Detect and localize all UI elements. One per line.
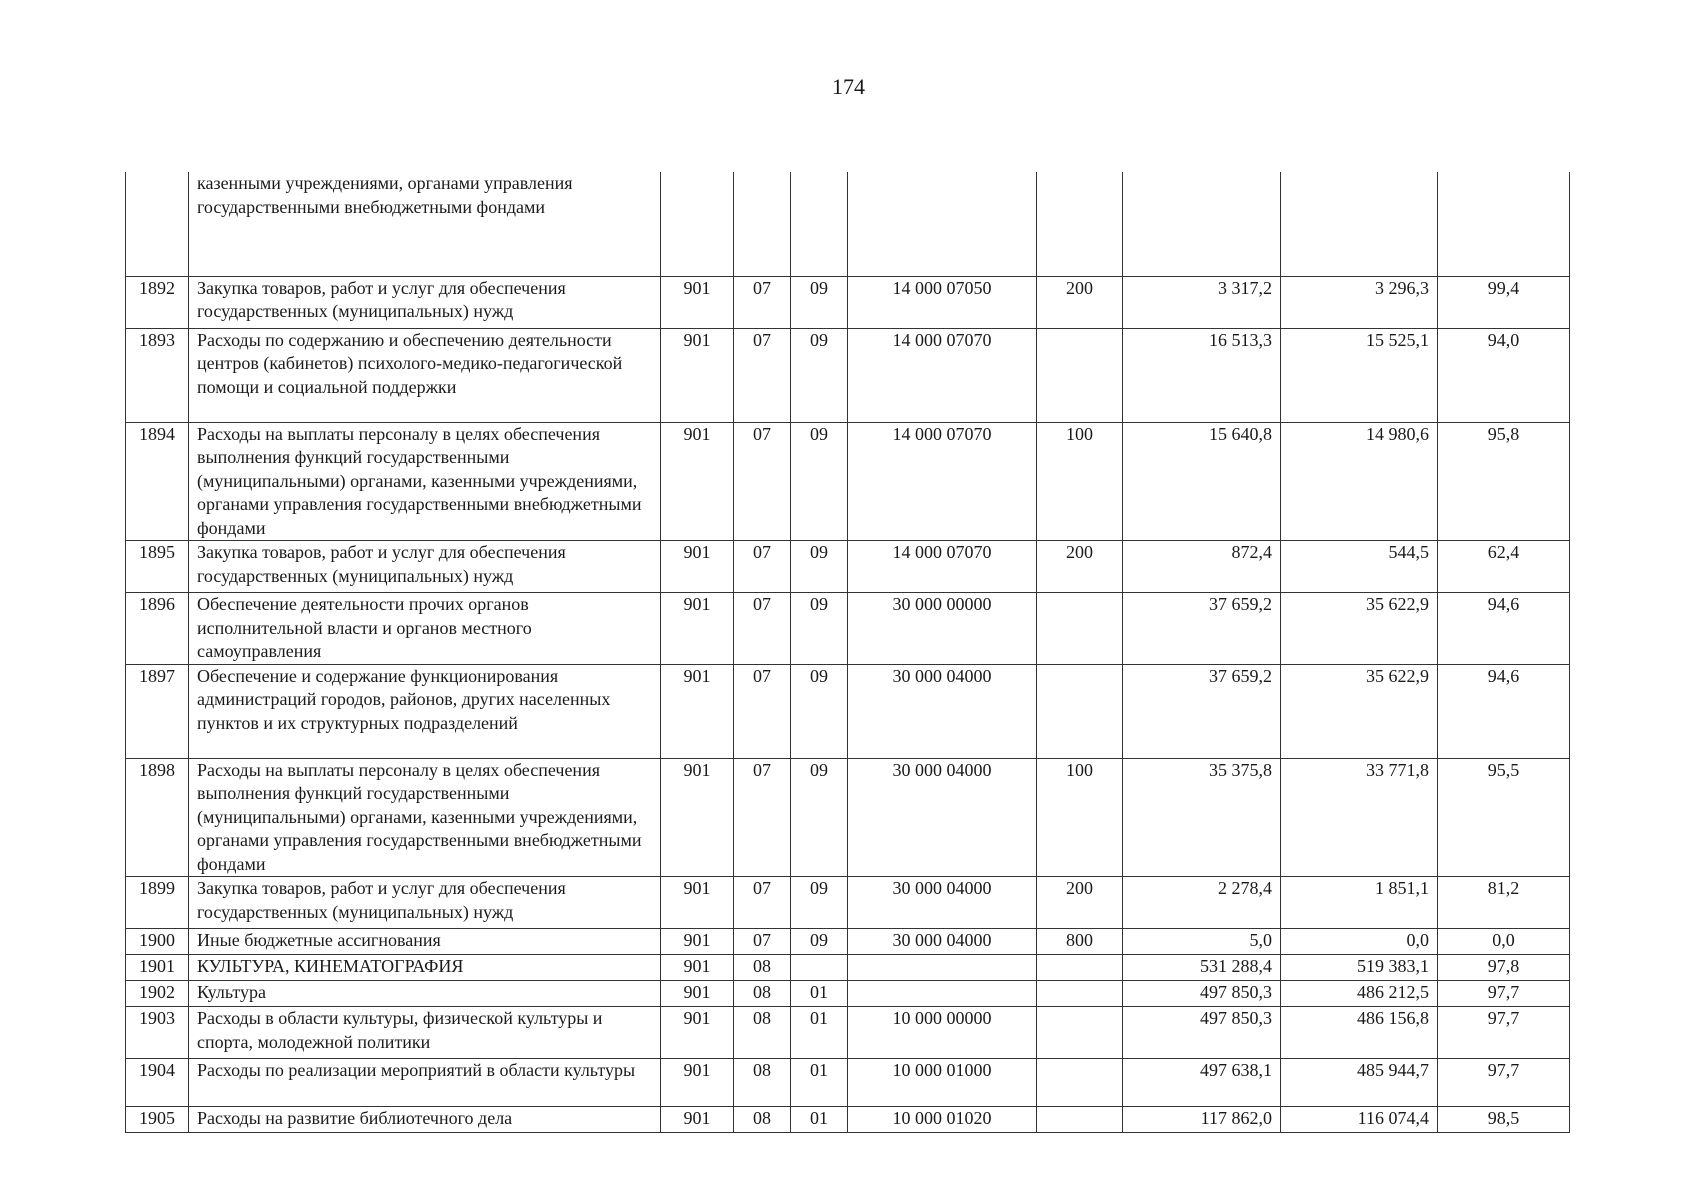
table-row: [126, 664, 1570, 758]
row-number-cell: 1899: [126, 877, 189, 929]
description-cell: Обеспечение и содержание функционирования администраций городов, районов, других населенных пунктов и их структурных подразделений: [189, 664, 661, 758]
section-code-cell: 08: [734, 1107, 791, 1133]
page-number: 174: [832, 74, 865, 99]
description-cell: Расходы по реализации мероприятий в области культуры: [189, 1059, 661, 1107]
execution-percent-cell: 97,8: [1438, 955, 1570, 981]
description-cell: Расходы в области культуры, физической культуры и спорта, молодежной политики: [189, 1007, 661, 1059]
target-article-cell: [848, 955, 1037, 981]
target-article-cell: 14 000 07070: [848, 422, 1037, 541]
expense-type-cell: 100: [1037, 422, 1123, 541]
row-number-cell: 1892: [126, 276, 189, 328]
executed-amount-cell: 3 296,3: [1281, 276, 1438, 328]
executed-amount-cell: 14 980,6: [1281, 422, 1438, 541]
execution-percent-cell: 81,2: [1438, 877, 1570, 929]
grbs-code-cell: 901: [661, 981, 734, 1007]
row-number-cell: 1894: [126, 422, 189, 541]
row-number-cell: 1903: [126, 1007, 189, 1059]
executed-amount-cell: 519 383,1: [1281, 955, 1438, 981]
expense-type-cell: [1037, 328, 1123, 422]
section-code-cell: 07: [734, 276, 791, 328]
execution-percent-cell: 95,5: [1438, 758, 1570, 877]
planned-amount-cell: 16 513,3: [1123, 328, 1281, 422]
executed-amount-cell: 485 944,7: [1281, 1059, 1438, 1107]
section-code-cell: 07: [734, 422, 791, 541]
target-article-cell: [848, 172, 1037, 276]
subsection-code-cell: 09: [791, 929, 848, 955]
section-code-cell: [734, 172, 791, 276]
grbs-code-cell: 901: [661, 1059, 734, 1107]
grbs-code-cell: 901: [661, 1007, 734, 1059]
description-cell: Обеспечение деятельности прочих органов исполнительной власти и органов местного самоуправления: [189, 593, 661, 665]
description-cell: Иные бюджетные ассигнования: [189, 929, 661, 955]
expense-type-cell: [1037, 593, 1123, 665]
subsection-code-cell: [791, 955, 848, 981]
grbs-code-cell: 901: [661, 1107, 734, 1133]
expense-type-cell: [1037, 664, 1123, 758]
executed-amount-cell: 0,0: [1281, 929, 1438, 955]
subsection-code-cell: 09: [791, 664, 848, 758]
executed-amount-cell: 33 771,8: [1281, 758, 1438, 877]
row-number-cell: 1901: [126, 955, 189, 981]
subsection-code-cell: 01: [791, 1059, 848, 1107]
section-code-cell: 07: [734, 758, 791, 877]
table-row: [126, 955, 1570, 981]
expense-type-cell: [1037, 1059, 1123, 1107]
budget-table: [125, 172, 1570, 1133]
description-cell: Расходы на развитие библиотечного дела: [189, 1107, 661, 1133]
row-number-cell: 1893: [126, 328, 189, 422]
planned-amount-cell: [1123, 172, 1281, 276]
executed-amount-cell: 1 851,1: [1281, 877, 1438, 929]
grbs-code-cell: 901: [661, 877, 734, 929]
section-code-cell: 07: [734, 877, 791, 929]
planned-amount-cell: 5,0: [1123, 929, 1281, 955]
section-code-cell: 07: [734, 328, 791, 422]
table-row: [126, 541, 1570, 593]
target-article-cell: 30 000 04000: [848, 929, 1037, 955]
planned-amount-cell: 117 862,0: [1123, 1107, 1281, 1133]
subsection-code-cell: 09: [791, 877, 848, 929]
expense-type-cell: [1037, 172, 1123, 276]
executed-amount-cell: 35 622,9: [1281, 664, 1438, 758]
description-cell: казенными учреждениями, органами управления государственными внебюджетными фондами: [189, 172, 661, 276]
description-cell: Расходы на выплаты персоналу в целях обеспечения выполнения функций государственными (муниципальными) органами, казенными учреждениями, органами управления государственными внебюджетными фондами: [189, 422, 661, 541]
section-code-cell: 07: [734, 664, 791, 758]
execution-percent-cell: 95,8: [1438, 422, 1570, 541]
section-code-cell: 07: [734, 929, 791, 955]
execution-percent-cell: 62,4: [1438, 541, 1570, 593]
description-cell: Закупка товаров, работ и услуг для обеспечения государственных (муниципальных) нужд: [189, 541, 661, 593]
grbs-code-cell: 901: [661, 955, 734, 981]
executed-amount-cell: 486 212,5: [1281, 981, 1438, 1007]
subsection-code-cell: 09: [791, 276, 848, 328]
target-article-cell: 30 000 04000: [848, 758, 1037, 877]
expense-type-cell: 100: [1037, 758, 1123, 877]
execution-percent-cell: [1438, 172, 1570, 276]
planned-amount-cell: 3 317,2: [1123, 276, 1281, 328]
row-number-cell: 1900: [126, 929, 189, 955]
executed-amount-cell: 35 622,9: [1281, 593, 1438, 665]
execution-percent-cell: 97,7: [1438, 1007, 1570, 1059]
row-number-cell: 1897: [126, 664, 189, 758]
planned-amount-cell: 37 659,2: [1123, 593, 1281, 665]
executed-amount-cell: [1281, 172, 1438, 276]
executed-amount-cell: 15 525,1: [1281, 328, 1438, 422]
target-article-cell: 30 000 04000: [848, 877, 1037, 929]
table-row: [126, 172, 1570, 276]
description-cell: КУЛЬТУРА, КИНЕМАТОГРАФИЯ: [189, 955, 661, 981]
table-row: [126, 422, 1570, 541]
planned-amount-cell: 497 850,3: [1123, 1007, 1281, 1059]
planned-amount-cell: 497 638,1: [1123, 1059, 1281, 1107]
subsection-code-cell: 01: [791, 1107, 848, 1133]
row-number-cell: 1902: [126, 981, 189, 1007]
grbs-code-cell: 901: [661, 276, 734, 328]
table-row: [126, 593, 1570, 665]
section-code-cell: 07: [734, 541, 791, 593]
executed-amount-cell: 486 156,8: [1281, 1007, 1438, 1059]
target-article-cell: 30 000 00000: [848, 593, 1037, 665]
grbs-code-cell: 901: [661, 422, 734, 541]
grbs-code-cell: 901: [661, 593, 734, 665]
section-code-cell: 07: [734, 593, 791, 665]
description-cell: Закупка товаров, работ и услуг для обеспечения государственных (муниципальных) нужд: [189, 276, 661, 328]
target-article-cell: 14 000 07050: [848, 276, 1037, 328]
planned-amount-cell: 2 278,4: [1123, 877, 1281, 929]
planned-amount-cell: 497 850,3: [1123, 981, 1281, 1007]
executed-amount-cell: 116 074,4: [1281, 1107, 1438, 1133]
subsection-code-cell: [791, 172, 848, 276]
subsection-code-cell: 09: [791, 328, 848, 422]
subsection-code-cell: 09: [791, 422, 848, 541]
row-number-cell: 1905: [126, 1107, 189, 1133]
table-row: [126, 276, 1570, 328]
description-cell: Расходы на выплаты персоналу в целях обеспечения выполнения функций государственными (муниципальными) органами, казенными учреждениями, органами управления государственными внебюджетными фондами: [189, 758, 661, 877]
description-cell: Культура: [189, 981, 661, 1007]
table-body: [126, 172, 1570, 1133]
expense-type-cell: 200: [1037, 276, 1123, 328]
row-number-cell: 1898: [126, 758, 189, 877]
subsection-code-cell: 01: [791, 1007, 848, 1059]
table-row: [126, 981, 1570, 1007]
table-row: [126, 758, 1570, 877]
execution-percent-cell: 97,7: [1438, 981, 1570, 1007]
target-article-cell: 10 000 00000: [848, 1007, 1037, 1059]
execution-percent-cell: 94,6: [1438, 664, 1570, 758]
subsection-code-cell: 01: [791, 981, 848, 1007]
section-code-cell: 08: [734, 1059, 791, 1107]
expense-type-cell: [1037, 1007, 1123, 1059]
table-row: [126, 877, 1570, 929]
execution-percent-cell: 0,0: [1438, 929, 1570, 955]
executed-amount-cell: 544,5: [1281, 541, 1438, 593]
section-code-cell: 08: [734, 955, 791, 981]
execution-percent-cell: 94,0: [1438, 328, 1570, 422]
target-article-cell: 14 000 07070: [848, 328, 1037, 422]
table-row: [126, 1007, 1570, 1059]
grbs-code-cell: 901: [661, 758, 734, 877]
subsection-code-cell: 09: [791, 758, 848, 877]
planned-amount-cell: 15 640,8: [1123, 422, 1281, 541]
planned-amount-cell: 531 288,4: [1123, 955, 1281, 981]
grbs-code-cell: 901: [661, 541, 734, 593]
planned-amount-cell: 872,4: [1123, 541, 1281, 593]
table-row: [126, 929, 1570, 955]
expense-type-cell: [1037, 955, 1123, 981]
expense-type-cell: 200: [1037, 541, 1123, 593]
planned-amount-cell: 35 375,8: [1123, 758, 1281, 877]
section-code-cell: 08: [734, 1007, 791, 1059]
row-number-cell: 1895: [126, 541, 189, 593]
row-number-cell: 1896: [126, 593, 189, 665]
row-number-cell: 1904: [126, 1059, 189, 1107]
target-article-cell: 10 000 01000: [848, 1059, 1037, 1107]
target-article-cell: [848, 981, 1037, 1007]
planned-amount-cell: 37 659,2: [1123, 664, 1281, 758]
execution-percent-cell: 98,5: [1438, 1107, 1570, 1133]
expense-type-cell: [1037, 981, 1123, 1007]
target-article-cell: 30 000 04000: [848, 664, 1037, 758]
target-article-cell: 14 000 07070: [848, 541, 1037, 593]
subsection-code-cell: 09: [791, 541, 848, 593]
expense-type-cell: 200: [1037, 877, 1123, 929]
grbs-code-cell: 901: [661, 929, 734, 955]
grbs-code-cell: 901: [661, 328, 734, 422]
target-article-cell: 10 000 01020: [848, 1107, 1037, 1133]
description-cell: Расходы по содержанию и обеспечению деятельности центров (кабинетов) психолого-медико-педагогической помощи и социальной поддержки: [189, 328, 661, 422]
grbs-code-cell: [661, 172, 734, 276]
section-code-cell: 08: [734, 981, 791, 1007]
table-row: [126, 1107, 1570, 1133]
expense-type-cell: 800: [1037, 929, 1123, 955]
table-row: [126, 1059, 1570, 1107]
execution-percent-cell: 97,7: [1438, 1059, 1570, 1107]
grbs-code-cell: 901: [661, 664, 734, 758]
row-number-cell: [126, 172, 189, 276]
description-cell: Закупка товаров, работ и услуг для обеспечения государственных (муниципальных) нужд: [189, 877, 661, 929]
table-row: [126, 328, 1570, 422]
subsection-code-cell: 09: [791, 593, 848, 665]
execution-percent-cell: 94,6: [1438, 593, 1570, 665]
execution-percent-cell: 99,4: [1438, 276, 1570, 328]
expense-type-cell: [1037, 1107, 1123, 1133]
